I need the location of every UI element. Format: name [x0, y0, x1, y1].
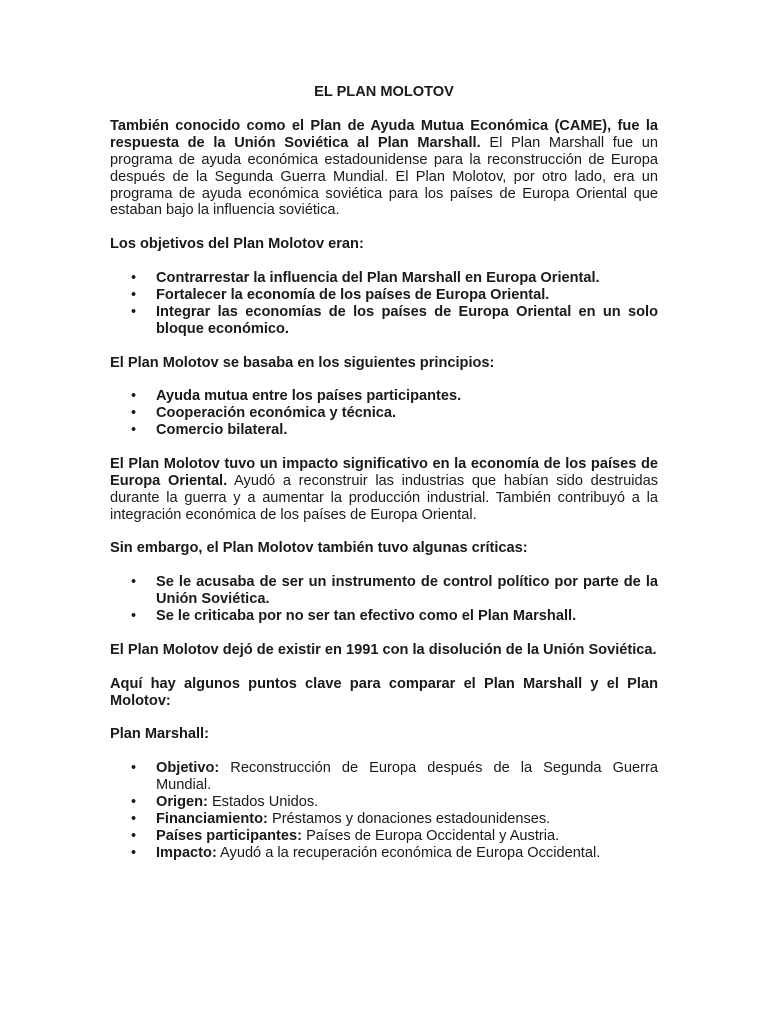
marshall-heading: Plan Marshall: [110, 726, 209, 743]
intro-text: El Plan Marshall fue un programa de ayuda económica estadounidense para la reconstrucción de Europa después de la Segunda Guerra Mundial. El Plan Molotov, por otro lado, era un programa de ayuda económica soviética para los países de Europa Oriental que estaban bajo la influencia soviética. [110, 134, 658, 219]
objetivos-item: • Contrarrestar la influencia del Plan Marshall en Europa Oriental. [156, 270, 658, 287]
principios-list [110, 388, 658, 439]
criticas-item: • Se le criticaba por no ser tan efectivo como el Plan Marshall. [156, 608, 658, 625]
marshall-item [156, 760, 658, 794]
marshall-item-label: Impacto: [156, 844, 217, 861]
disolucion-paragraph: El Plan Molotov dejó de existir en 1991 con la disolución de la Unión Soviética. [110, 641, 657, 658]
impacto-text: Ayudó a reconstruir las industrias que habían sido destruidas durante la guerra y a aumentar la producción industrial. También contribuyó a la integración económica de los países de Europa Oriental. [110, 472, 658, 523]
objetivos-item: • Fortalecer la economía de los países de Europa Oriental. [156, 287, 658, 304]
marshall-item-label: Países participantes: [156, 827, 303, 844]
principios-item: • Cooperación económica y técnica. [156, 405, 658, 422]
principios-item: • Ayuda mutua entre los países participantes. [156, 388, 658, 405]
intro-bold-text: También conocido como el Plan de Ayuda Mutua Económica (CAME), fue la respuesta de la Unión Soviética al Plan Marshall. [110, 117, 658, 151]
objetivos-list [110, 270, 658, 338]
marshall-item-label: Origen: [156, 793, 208, 810]
objetivos-item: • Integrar las economías de los países de Europa Oriental en un solo bloque económico. [156, 304, 658, 338]
marshall-item-text: Reconstrucción de Europa después de la Segunda Guerra Mundial. [156, 760, 658, 794]
intro-paragraph [110, 118, 658, 219]
objetivos-heading: Los objetivos del Plan Molotov eran: [110, 236, 364, 253]
principios-item: • Comercio bilateral. [156, 422, 658, 439]
criticas-item: • Se le acusaba de ser un instrumento de control político por parte de la Unión Soviética. [156, 574, 658, 608]
marshall-list [110, 760, 658, 861]
criticas-list [110, 574, 658, 625]
impacto-paragraph [110, 456, 658, 524]
impacto-bold-text: El Plan Molotov tuvo un impacto significativo en la economía de los países de Europa Oriental. [110, 455, 658, 489]
marshall-item [156, 794, 658, 811]
marshall-item-text: Países de Europa Occidental y Austria. [302, 827, 560, 844]
principios-heading: El Plan Molotov se basaba en los siguientes principios: [110, 354, 495, 371]
marshall-item [156, 811, 658, 828]
page-title: EL PLAN MOLOTOV [314, 84, 454, 100]
marshall-item-text: Estados Unidos. [207, 793, 319, 810]
marshall-item-text: Ayudó a la recuperación económica de Europa Occidental. [216, 844, 601, 861]
comparacion-paragraph: Aquí hay algunos puntos clave para comparar el Plan Marshall y el Plan Molotov: [110, 675, 658, 709]
marshall-item-label: Financiamiento: [156, 810, 268, 827]
marshall-item-label: Objetivo: [156, 760, 220, 777]
marshall-item [156, 845, 658, 862]
marshall-item [156, 828, 658, 845]
marshall-item-text: Préstamos y donaciones estadounidenses. [267, 810, 551, 827]
criticas-heading: Sin embargo, el Plan Molotov también tuvo algunas críticas: [110, 540, 528, 557]
